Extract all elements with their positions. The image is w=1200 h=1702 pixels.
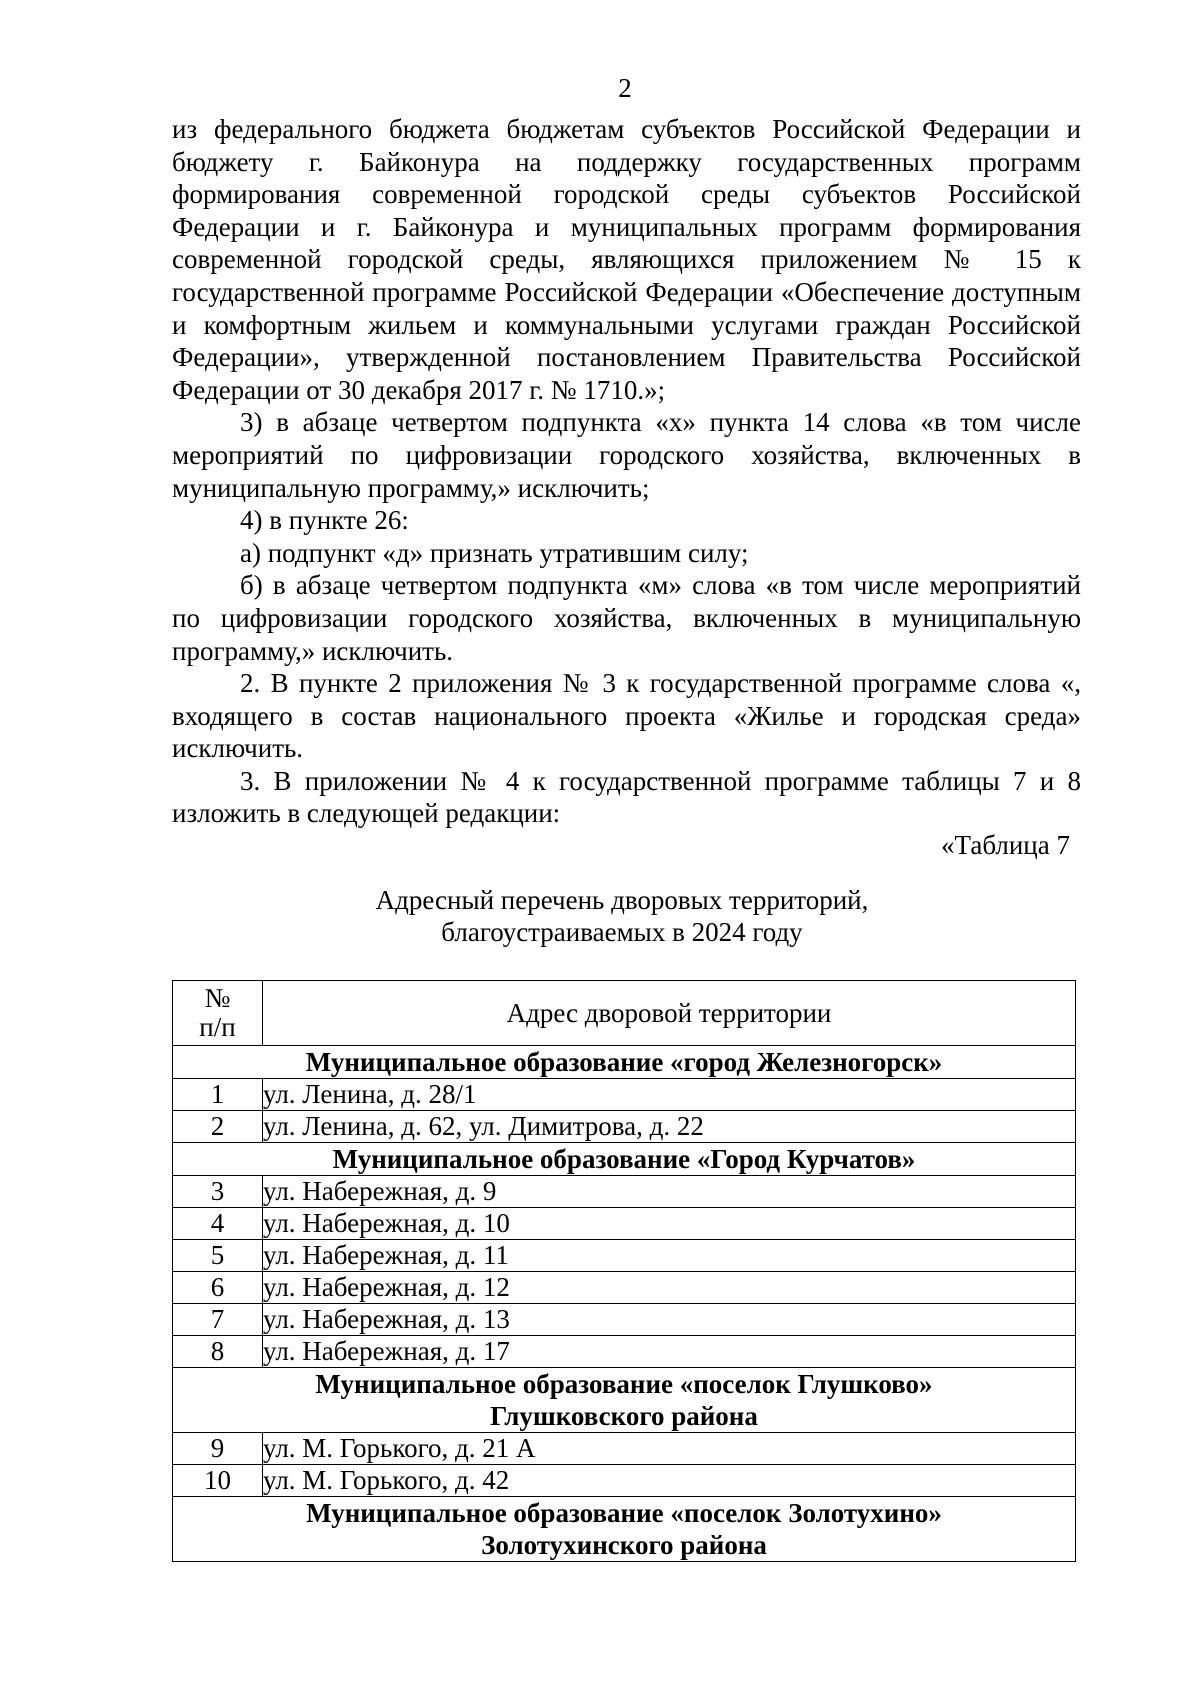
table-row xyxy=(173,1465,1076,1497)
row-address: ул. Набережная, д. 13 xyxy=(263,1304,1076,1336)
row-number: 8 xyxy=(173,1336,263,1368)
row-address: ул. Ленина, д. 62, ул. Димитрова, д. 22 xyxy=(263,1111,1076,1143)
group-row xyxy=(173,1497,1076,1562)
table-row xyxy=(173,1079,1076,1111)
header-address: Адрес дворовой территории xyxy=(263,981,1076,1046)
header-number-abbrev: п/п xyxy=(199,1012,236,1042)
municipality-heading xyxy=(173,1143,1076,1176)
paragraph: 3. В приложении № 4 к государственной программе таблицы 7 и 8 изложить в следующей редакции: xyxy=(172,765,1081,829)
row-address: ул. Набережная, д. 11 xyxy=(263,1240,1076,1272)
municipality-heading xyxy=(173,1046,1076,1079)
table-row xyxy=(173,1433,1076,1465)
municipality-heading-line: Глушковского района xyxy=(490,1401,758,1431)
group-row xyxy=(173,1368,1076,1433)
row-address: ул. Набережная, д. 9 xyxy=(263,1176,1076,1208)
row-number: 9 xyxy=(173,1433,263,1465)
row-number: 1 xyxy=(173,1079,263,1111)
table-header-row xyxy=(173,981,1076,1046)
table-row xyxy=(173,1272,1076,1304)
municipality-heading xyxy=(173,1368,1076,1433)
table-row xyxy=(173,1304,1076,1336)
group-row xyxy=(173,1046,1076,1079)
row-number: 2 xyxy=(173,1111,263,1143)
table-row xyxy=(173,1208,1076,1240)
header-number xyxy=(173,981,263,1046)
row-number: 7 xyxy=(173,1304,263,1336)
table-row xyxy=(173,1111,1076,1143)
table-row xyxy=(173,1240,1076,1272)
row-address: ул. Набережная, д. 10 xyxy=(263,1208,1076,1240)
row-address: ул. М. Горького, д. 42 xyxy=(263,1465,1076,1497)
municipality-heading-line: Муниципальное образование «город Железногорск» xyxy=(305,1047,943,1077)
body-text xyxy=(172,113,1081,830)
row-number: 3 xyxy=(173,1176,263,1208)
paragraph: 2. В пункте 2 приложения № 3 к государственной программе слова «, входящего в состав национального проекта «Жилье и городская среда» исключить. xyxy=(172,668,1081,764)
address-table xyxy=(172,980,1076,1562)
table-label: «Таблица 7 xyxy=(941,830,1070,860)
table-title-line: благоустраиваемых в 2024 году xyxy=(441,917,803,947)
table-title xyxy=(172,884,1072,948)
municipality-heading-line: Золотухинского района xyxy=(481,1530,767,1560)
municipality-heading-line: Муниципальное образование «поселок Золотухино» xyxy=(306,1498,942,1528)
header-number-symbol: № xyxy=(204,983,231,1013)
row-number: 10 xyxy=(173,1465,263,1497)
row-number: 5 xyxy=(173,1240,263,1272)
paragraph: а) подпункт «д» признать утратившим силу; xyxy=(240,537,749,568)
row-number: 6 xyxy=(173,1272,263,1304)
paragraph: 4) в пункте 26: xyxy=(240,505,409,536)
paragraph: из федерального бюджета бюджетам субъектов Российской Федерации и бюджету г. Байконура на поддержку государственных программ формирования современной городской среды субъектов Российской Федерации и г. Байконура и муниципальных программ формирования современной городской среды, являющихся приложением № 15 к государственной программе Российской Федерации «Обеспечение доступным и комфортным жильем и коммунальными услугами граждан Российской Федерации», утвержденной постановлением Правительства Российской Федерации от 30 декабря 2017 г. № 1710.»; xyxy=(172,114,1081,405)
municipality-heading-line: Муниципальное образование «Город Курчатов» xyxy=(332,1144,916,1174)
table-row xyxy=(173,1176,1076,1208)
paragraph: 3) в абзаце четвертом подпункта «х» пункта 14 слова «в том числе мероприятий по цифровизации городского хозяйства, включенных в муниципальную программу,» исключить; xyxy=(172,407,1081,503)
table-body xyxy=(173,1046,1076,1562)
municipality-heading xyxy=(173,1497,1076,1562)
row-number: 4 xyxy=(173,1208,263,1240)
table-row xyxy=(173,1336,1076,1368)
group-row xyxy=(173,1143,1076,1176)
row-address: ул. Набережная, д. 17 xyxy=(263,1336,1076,1368)
table-title-line: Адресный перечень дворовых территорий, xyxy=(375,885,869,915)
row-address: ул. М. Горького, д. 21 А xyxy=(263,1433,1076,1465)
page-number: 2 xyxy=(618,73,632,103)
address-table-container xyxy=(172,980,1075,1562)
row-address: ул. Набережная, д. 12 xyxy=(263,1272,1076,1304)
municipality-heading-line: Муниципальное образование «поселок Глушково» xyxy=(315,1369,933,1399)
paragraph: б) в абзаце четвертом подпункта «м» слова «в том числе мероприятий по цифровизации городского хозяйства, включенных в муниципальную программу,» исключить. xyxy=(172,570,1081,666)
row-address: ул. Ленина, д. 28/1 xyxy=(263,1079,1076,1111)
